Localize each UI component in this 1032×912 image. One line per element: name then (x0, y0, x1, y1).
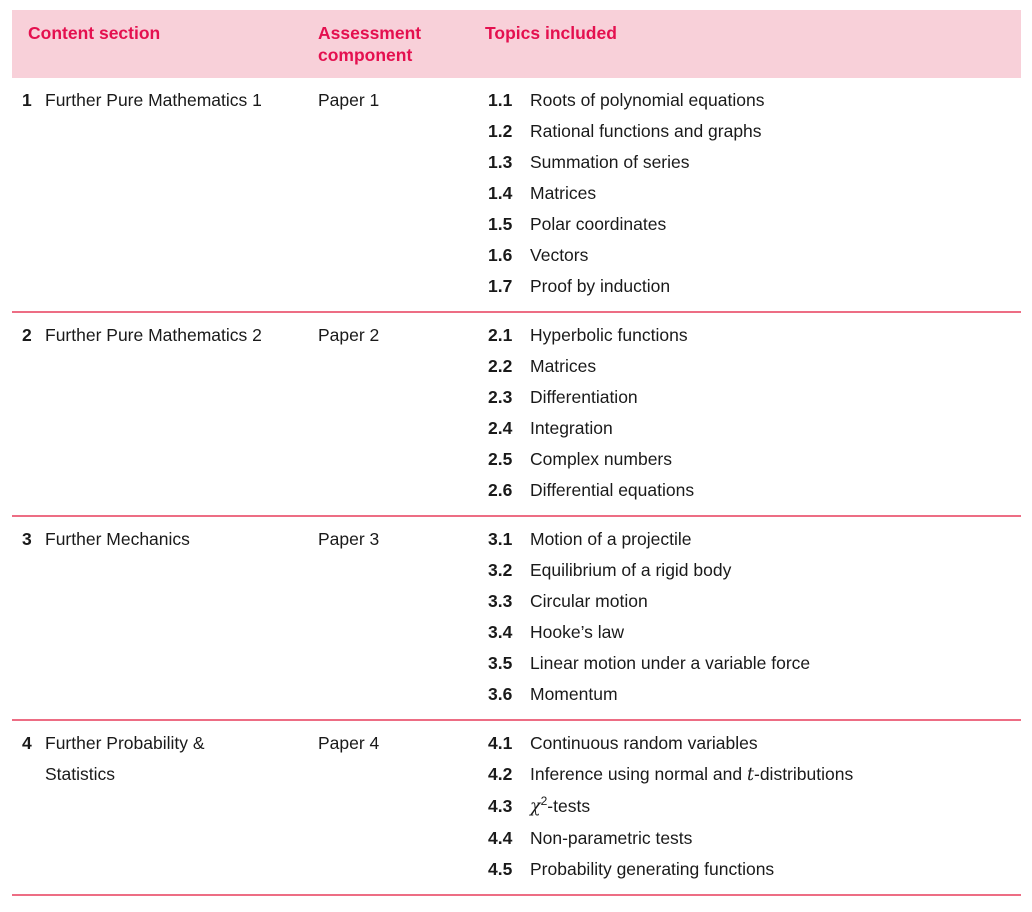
topic-code: 3.3 (488, 591, 513, 611)
topic-item (485, 147, 1021, 178)
topic-item (485, 759, 1021, 791)
topic-code: 3.4 (488, 622, 513, 642)
topic-item (485, 791, 1021, 823)
topic-label-text: -distributions (754, 764, 854, 784)
topic-item (485, 524, 1021, 555)
section-title: Further Mechanics (45, 529, 190, 549)
topic-code: 4.1 (488, 733, 513, 753)
assessment-component-cell: Paper 4 (318, 733, 380, 753)
header-topics-included: Topics included (485, 23, 617, 43)
topic-item (485, 823, 1021, 854)
topic-label: Probability generating functions (530, 859, 775, 879)
topic-label: Roots of polynomial equations (530, 90, 765, 110)
topic-code: 4.3 (488, 796, 513, 816)
section-title: Further Pure Mathematics 1 (45, 90, 262, 110)
topic-label: Rational functions and graphs (530, 121, 762, 141)
topic-item (485, 444, 1021, 475)
topic-code: 1.3 (488, 152, 513, 172)
topic-code: 4.2 (488, 764, 513, 784)
topic-label: Linear motion under a variable force (530, 653, 811, 673)
topic-item (485, 617, 1021, 648)
topic-label: Circular motion (530, 591, 648, 611)
topic-item (485, 854, 1021, 885)
topic-code: 1.7 (488, 276, 513, 296)
topic-item (485, 586, 1021, 617)
content-section-cell (12, 320, 318, 506)
topic-label: Hyperbolic functions (530, 325, 688, 345)
topic-label: Equilibrium of a rigid body (530, 560, 732, 580)
content-section-cell (12, 85, 318, 302)
topic-label: Proof by induction (530, 276, 671, 296)
topics-cell (485, 320, 1021, 506)
topic-code: 2.2 (488, 356, 513, 376)
topic-code: 3.6 (488, 684, 513, 704)
topic-item (485, 679, 1021, 710)
topic-label: Differential equations (530, 480, 695, 500)
topic-item (485, 209, 1021, 240)
topic-code: 2.4 (488, 418, 513, 438)
topic-label-text: -tests (547, 796, 591, 816)
section-number: 2 (22, 325, 32, 345)
topic-label: Continuous random variables (530, 733, 758, 753)
topic-code: 1.4 (488, 183, 513, 203)
topic-item (485, 116, 1021, 147)
topic-item (485, 178, 1021, 209)
topic-code: 2.1 (488, 325, 513, 345)
section-title: Further Pure Mathematics 2 (45, 325, 262, 345)
topic-label (530, 791, 590, 823)
topic-label: Hooke’s law (530, 622, 625, 642)
topics-cell (485, 85, 1021, 302)
topic-code: 1.2 (488, 121, 513, 141)
topic-code: 3.1 (488, 529, 513, 549)
math-variable-t: t (746, 765, 754, 785)
topic-item (485, 351, 1021, 382)
topics-cell (485, 524, 1021, 710)
assessment-component-cell: Paper 3 (318, 529, 380, 549)
content-section-cell (12, 524, 318, 710)
topic-label: Vectors (530, 245, 589, 265)
topic-label: Matrices (530, 183, 597, 203)
topic-label: Non-parametric tests (530, 828, 693, 848)
content-section-cell (12, 728, 318, 885)
topic-code: 3.2 (488, 560, 513, 580)
assessment-component-cell: Paper 2 (318, 325, 380, 345)
topic-code: 2.3 (488, 387, 513, 407)
topic-item (485, 240, 1021, 271)
topic-item (485, 728, 1021, 759)
topic-code: 1.1 (488, 90, 513, 110)
section-number: 4 (22, 733, 32, 753)
math-symbol-chi: χ (530, 797, 541, 817)
topic-label: Matrices (530, 356, 597, 376)
topic-item (485, 382, 1021, 413)
section-number: 3 (22, 529, 32, 549)
topic-label: Differentiation (530, 387, 638, 407)
topic-code: 3.5 (488, 653, 513, 673)
topic-label: Motion of a projectile (530, 529, 692, 549)
syllabus-content-table (12, 10, 1021, 896)
topic-item (485, 413, 1021, 444)
topic-code: 2.5 (488, 449, 513, 469)
topic-code: 2.6 (488, 480, 513, 500)
topic-code: 4.5 (488, 859, 513, 879)
topic-label: Summation of series (530, 152, 690, 172)
header-content-section: Content section (28, 23, 161, 43)
header-assessment-component: Assessment component (318, 23, 422, 65)
topic-item (485, 85, 1021, 116)
topic-code: 1.5 (488, 214, 513, 234)
topics-cell (485, 728, 1021, 885)
topic-code: 1.6 (488, 245, 513, 265)
table-row (12, 721, 1021, 896)
assessment-component-cell: Paper 1 (318, 90, 380, 110)
topic-item (485, 320, 1021, 351)
topic-label (530, 759, 853, 791)
topic-item (485, 648, 1021, 679)
topic-label: Momentum (530, 684, 618, 704)
topic-label: Polar coordinates (530, 214, 667, 234)
topic-label-text: Inference using normal and (530, 764, 747, 784)
math-exponent: 2 (540, 794, 548, 809)
table-row (12, 313, 1021, 517)
topic-item (485, 475, 1021, 506)
section-title: Further Probability & Statistics (45, 733, 205, 784)
topic-item (485, 555, 1021, 586)
table-row (12, 517, 1021, 721)
topic-code: 4.4 (488, 828, 513, 848)
table-header-row (12, 10, 1021, 78)
topic-label: Complex numbers (530, 449, 672, 469)
section-number: 1 (22, 90, 32, 110)
topic-item (485, 271, 1021, 302)
topic-label: Integration (530, 418, 613, 438)
table-row (12, 78, 1021, 313)
